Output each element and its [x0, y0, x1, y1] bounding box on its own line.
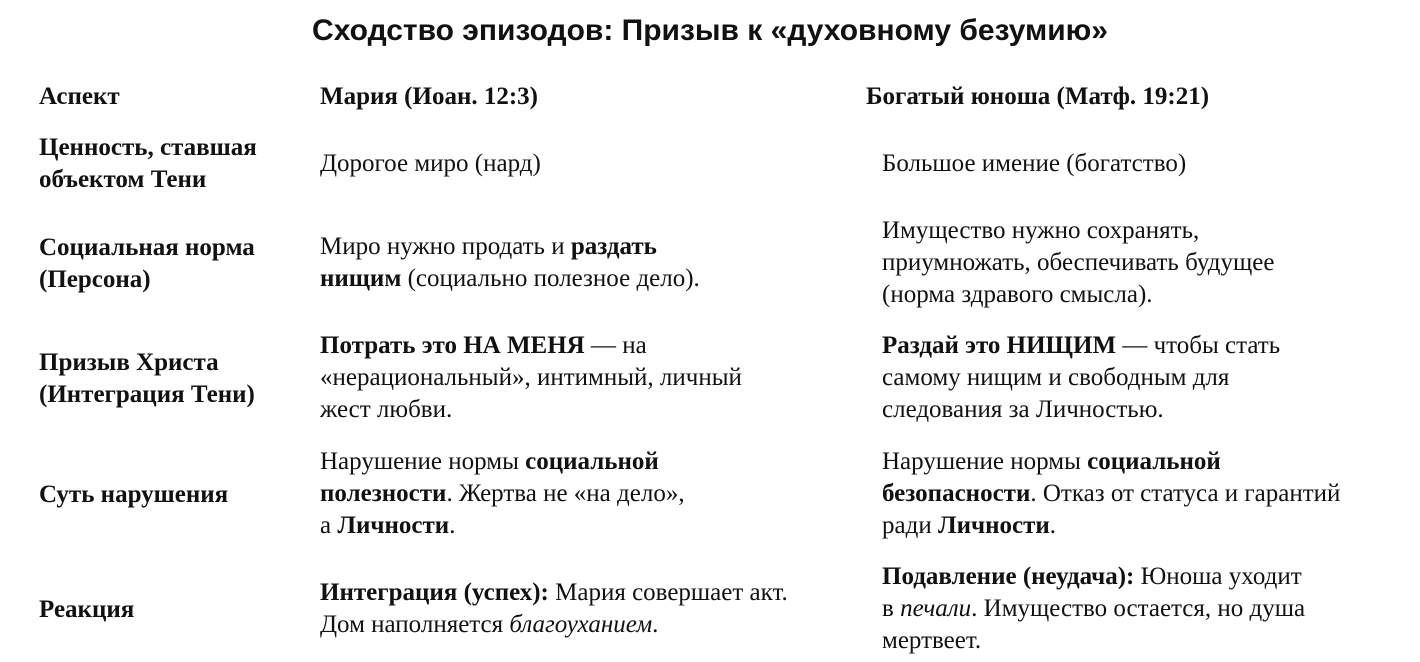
text-line: Реакция [39, 596, 135, 623]
text-line [320, 510, 685, 542]
text-line: (Персона) [39, 266, 151, 293]
row-aspect [39, 594, 134, 626]
text-line [320, 330, 742, 362]
text-line: Суть нарушения [39, 481, 229, 508]
row-aspect [39, 479, 228, 511]
bold-text: Подавление (неудача): [882, 563, 1135, 590]
text-segment: «нерациональный», интимный, личный [320, 364, 742, 391]
text-line [320, 394, 742, 426]
header-aspect: Аспект [39, 83, 120, 110]
text-segment: — на [584, 332, 647, 359]
text-line [882, 561, 1305, 593]
row-maria-cell [320, 577, 788, 641]
text-line: Ценность, ставшая [39, 134, 257, 161]
text-line [882, 510, 1340, 542]
row-youth-cell [882, 215, 1274, 311]
text-line: Социальная норма [39, 234, 255, 261]
text-segment: . Имущество остается, но душа [971, 595, 1306, 622]
text-segment: самому нищим и свободным для [882, 364, 1230, 391]
text-line [320, 577, 788, 609]
header-maria: Мария (Иоан. 12:3) [320, 83, 539, 110]
bold-text: нищим [320, 265, 402, 292]
text-line [882, 330, 1280, 362]
bold-text: раздать [570, 233, 657, 260]
row-youth-cell [882, 330, 1280, 426]
text-segment: . [652, 611, 659, 638]
text-line [320, 478, 685, 510]
text-line [882, 362, 1280, 394]
text-segment: Нарушение нормы [882, 448, 1088, 475]
row-youth-cell [882, 446, 1340, 542]
row-youth-cell [882, 148, 1186, 180]
text-segment: Юноша уходит [1134, 563, 1302, 590]
bold-text: безопасности [882, 480, 1031, 507]
row-aspect [39, 132, 257, 196]
text-segment: ради [882, 512, 938, 539]
bold-text: Потрать это НА МЕНЯ [320, 332, 585, 359]
row-aspect [39, 232, 255, 296]
text-line [882, 478, 1340, 510]
text-segment: Мария совершает акт. [548, 579, 788, 606]
text-line: Призыв Христа [39, 349, 219, 376]
bold-text: социальной [1087, 448, 1221, 475]
text-segment: . Отказ от статуса и гарантий [1030, 480, 1341, 507]
text-line [320, 609, 788, 641]
header-youth: Богатый юноша (Матф. 19:21) [866, 83, 1210, 110]
text-segment: Дорогое миро (нард) [320, 150, 541, 177]
text-line [882, 446, 1340, 478]
text-line [320, 231, 700, 263]
bold-text: Раздай это НИЩИМ [882, 332, 1117, 359]
text-line [882, 279, 1274, 311]
text-line [320, 446, 685, 478]
text-line [320, 263, 700, 295]
bold-text: Личности [937, 512, 1050, 539]
text-line [882, 247, 1274, 279]
text-segment: Нарушение нормы [320, 448, 526, 475]
row-aspect [39, 347, 255, 411]
text-segment: Миро нужно продать и [320, 233, 571, 260]
row-maria-cell [320, 446, 685, 542]
text-line [882, 394, 1280, 426]
row-maria-cell [320, 231, 700, 295]
row-maria-cell [320, 148, 541, 180]
text-segment: мертвеет. [882, 627, 982, 654]
bold-text: Интеграция (успех): [320, 579, 549, 606]
text-segment: а [320, 512, 338, 539]
text-segment: . [1049, 512, 1057, 539]
text-segment: Дом наполняется [320, 611, 510, 638]
bold-text: Личности [337, 512, 450, 539]
text-segment: (социально полезное дело). [401, 265, 700, 292]
text-line [320, 362, 742, 394]
text-line: объектом Тени [39, 166, 207, 193]
text-line [882, 593, 1305, 625]
text-segment: следования за Личностью. [882, 396, 1164, 423]
page-title: Сходство эпизодов: Призыв к «духовному безумию» [312, 14, 1108, 47]
text-segment: — чтобы стать [1116, 332, 1281, 359]
text-line [882, 215, 1274, 247]
text-segment: жест любви. [320, 396, 453, 423]
bold-text: полезности [320, 480, 447, 507]
text-line [882, 625, 1305, 657]
text-segment: (норма здравого смысла). [882, 281, 1153, 308]
text-segment: приумножать, обеспечивать будущее [882, 249, 1275, 276]
row-maria-cell [320, 330, 742, 426]
text-line: (Интеграция Тени) [39, 381, 255, 408]
text-segment: Имущество нужно сохранять, [882, 217, 1200, 244]
italic-text: печали [900, 595, 972, 622]
row-youth-cell [882, 561, 1305, 657]
text-segment: Большое имение (богатство) [882, 150, 1187, 177]
text-line [320, 148, 541, 180]
italic-text: благоуханием [509, 611, 653, 638]
bold-text: социальной [525, 448, 659, 475]
text-segment: . [449, 512, 456, 539]
text-segment: . Жертва не «на дело», [446, 480, 685, 507]
text-line [882, 148, 1186, 180]
text-segment: в [882, 595, 901, 622]
